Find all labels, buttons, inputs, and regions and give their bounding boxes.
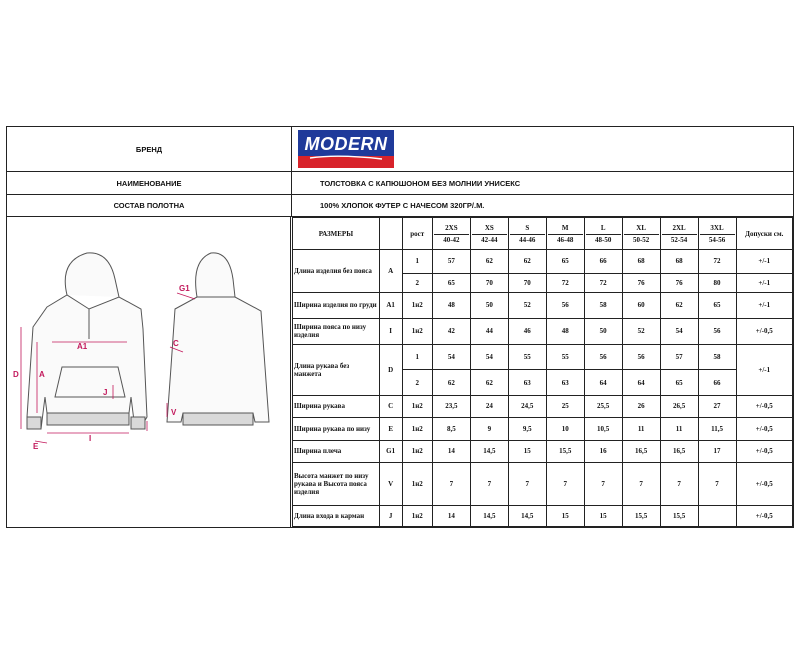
cell-value: 25 bbox=[546, 396, 584, 417]
row-tolerance: +/-1 bbox=[736, 250, 792, 274]
cell-value: 17 bbox=[698, 441, 736, 462]
cell-value: 7 bbox=[622, 462, 660, 505]
cell-value: 60 bbox=[622, 293, 660, 319]
cell-value: 7 bbox=[546, 462, 584, 505]
cell-value: 15,5 bbox=[622, 505, 660, 527]
cell-value: 65 bbox=[660, 370, 698, 396]
cell-value: 15 bbox=[584, 505, 622, 527]
cell-value: 11 bbox=[660, 417, 698, 441]
cell-value: 56 bbox=[698, 318, 736, 344]
cell-value: 50 bbox=[584, 318, 622, 344]
cell-value: 23,5 bbox=[432, 396, 470, 417]
cell-value: 7 bbox=[584, 462, 622, 505]
cell-value: 64 bbox=[622, 370, 660, 396]
size-chart-sheet bbox=[6, 126, 794, 528]
cell-value: 25,5 bbox=[584, 396, 622, 417]
cell-value: 9,5 bbox=[508, 417, 546, 441]
cell-value: 52 bbox=[508, 293, 546, 319]
size-header: 3XL 54-56 bbox=[698, 218, 736, 250]
cell-value: 57 bbox=[432, 250, 470, 274]
cell-value: 58 bbox=[584, 293, 622, 319]
table-row bbox=[293, 505, 793, 527]
row-tolerance: +/-0,5 bbox=[736, 462, 792, 505]
table-header-row bbox=[293, 218, 793, 250]
cell-value: 7 bbox=[470, 462, 508, 505]
cell-value: 9 bbox=[470, 417, 508, 441]
cell-value: 62 bbox=[470, 250, 508, 274]
row-name: Ширина рукава bbox=[293, 396, 380, 417]
size-header: XS 42-44 bbox=[470, 218, 508, 250]
row-tolerance: +/-1 bbox=[736, 344, 792, 396]
cell-value: 27 bbox=[698, 396, 736, 417]
row-name: Длина входа в карман bbox=[293, 505, 380, 527]
size-header: S 44-46 bbox=[508, 218, 546, 250]
cell-value: 66 bbox=[698, 370, 736, 396]
table-row bbox=[293, 318, 793, 344]
cell-value: 55 bbox=[508, 344, 546, 370]
row-tolerance: +/-0,5 bbox=[736, 441, 792, 462]
cell-value: 24 bbox=[470, 396, 508, 417]
cell-value: 14 bbox=[432, 505, 470, 527]
row-tolerance: +/-0,5 bbox=[736, 417, 792, 441]
size-header: M 46-48 bbox=[546, 218, 584, 250]
cell-value: 56 bbox=[546, 293, 584, 319]
cell-value: 11 bbox=[622, 417, 660, 441]
cell-value: 68 bbox=[660, 250, 698, 274]
cell-value: 15 bbox=[546, 505, 584, 527]
label-G1: G1 bbox=[179, 284, 190, 293]
cell-value: 54 bbox=[470, 344, 508, 370]
cell-value: 7 bbox=[508, 462, 546, 505]
cell-value: 8,5 bbox=[432, 417, 470, 441]
row-tolerance: +/-0,5 bbox=[736, 318, 792, 344]
label-V: V bbox=[171, 408, 177, 417]
product-name-label: НАИМЕНОВАНИЕ bbox=[7, 172, 292, 194]
row-code: I bbox=[379, 318, 402, 344]
label-I: I bbox=[89, 434, 92, 443]
row-height: 1н2 bbox=[402, 505, 432, 527]
cell-value: 72 bbox=[698, 250, 736, 274]
label-D: D bbox=[13, 370, 19, 379]
cell-value: 62 bbox=[660, 293, 698, 319]
row-code: G1 bbox=[379, 441, 402, 462]
cell-value: 63 bbox=[508, 370, 546, 396]
cell-value: 54 bbox=[660, 318, 698, 344]
cell-value: 80 bbox=[698, 273, 736, 292]
hoodie-sketch bbox=[7, 217, 290, 527]
brand-logo bbox=[298, 130, 394, 168]
cell-value: 68 bbox=[622, 250, 660, 274]
cell-value: 48 bbox=[432, 293, 470, 319]
row-name: Высота манжет по низу рукава и Высота пояса изделия bbox=[293, 462, 380, 505]
row-height: 2 bbox=[402, 370, 432, 396]
size-table bbox=[292, 217, 793, 527]
cell-value: 7 bbox=[432, 462, 470, 505]
cell-value: 65 bbox=[546, 250, 584, 274]
row-code: J bbox=[379, 505, 402, 527]
size-header: 2XL 52-54 bbox=[660, 218, 698, 250]
row-height: 1н2 bbox=[402, 417, 432, 441]
row-name: Длина рукава без манжета bbox=[293, 344, 380, 396]
cell-value: 14 bbox=[432, 441, 470, 462]
size-header: XL 50-52 bbox=[622, 218, 660, 250]
header-height: рост bbox=[402, 218, 432, 250]
row-tolerance: +/-1 bbox=[736, 273, 792, 292]
row-tolerance: +/-1 bbox=[736, 293, 792, 319]
cell-value: 64 bbox=[584, 370, 622, 396]
row-height: 1н2 bbox=[402, 318, 432, 344]
row-code: D bbox=[379, 344, 402, 396]
cell-value: 76 bbox=[622, 273, 660, 292]
cell-value: 62 bbox=[508, 250, 546, 274]
table-row bbox=[293, 441, 793, 462]
header-sizes: РАЗМЕРЫ bbox=[293, 218, 380, 250]
cell-value: 66 bbox=[584, 250, 622, 274]
row-name: Длина изделия без пояса bbox=[293, 250, 380, 293]
row-height: 1н2 bbox=[402, 293, 432, 319]
row-code: E bbox=[379, 417, 402, 441]
brand-label: БРЕНД bbox=[7, 127, 292, 171]
cell-value: 16 bbox=[584, 441, 622, 462]
cell-value: 44 bbox=[470, 318, 508, 344]
row-height: 1н2 bbox=[402, 441, 432, 462]
table-row bbox=[293, 344, 793, 370]
cell-value: 76 bbox=[660, 273, 698, 292]
fabric-label: СОСТАВ ПОЛОТНА bbox=[7, 195, 292, 216]
cell-value: 72 bbox=[584, 273, 622, 292]
cell-value: 54 bbox=[432, 344, 470, 370]
cell-value: 48 bbox=[546, 318, 584, 344]
row-tolerance: +/-0,5 bbox=[736, 505, 792, 527]
cell-value: 26,5 bbox=[660, 396, 698, 417]
brand-row bbox=[7, 127, 793, 172]
cell-value: 62 bbox=[432, 370, 470, 396]
cell-value bbox=[698, 505, 736, 527]
cell-value: 57 bbox=[660, 344, 698, 370]
logo-text: MODERN bbox=[304, 134, 388, 154]
label-A: A bbox=[39, 370, 45, 379]
cell-value: 11,5 bbox=[698, 417, 736, 441]
label-C: C bbox=[173, 339, 179, 348]
cell-value: 72 bbox=[546, 273, 584, 292]
size-header: L 48-50 bbox=[584, 218, 622, 250]
cell-value: 50 bbox=[470, 293, 508, 319]
cell-value: 15 bbox=[508, 441, 546, 462]
cell-value: 14,5 bbox=[508, 505, 546, 527]
cell-value: 70 bbox=[508, 273, 546, 292]
row-height: 1н2 bbox=[402, 396, 432, 417]
row-name: Ширина плеча bbox=[293, 441, 380, 462]
cell-value: 24,5 bbox=[508, 396, 546, 417]
cell-value: 14,5 bbox=[470, 441, 508, 462]
cell-value: 15,5 bbox=[660, 505, 698, 527]
product-name-value: ТОЛСТОВКА С КАПЮШОНОМ БЕЗ МОЛНИИ УНИСЕКС bbox=[320, 178, 521, 188]
table-row bbox=[293, 293, 793, 319]
cell-value: 62 bbox=[470, 370, 508, 396]
table-row bbox=[293, 250, 793, 274]
table-row bbox=[293, 417, 793, 441]
table-row bbox=[293, 396, 793, 417]
row-name: Ширина изделия по груди bbox=[293, 293, 380, 319]
cell-value: 63 bbox=[546, 370, 584, 396]
product-name-row bbox=[7, 172, 793, 195]
fabric-value: 100% ХЛОПОК ФУТЕР С НАЧЕСОМ 320ГР/.М. bbox=[320, 201, 485, 210]
label-J: J bbox=[103, 388, 108, 397]
row-height: 1 bbox=[402, 344, 432, 370]
size-header: 2XS 40-42 bbox=[432, 218, 470, 250]
row-name: Ширина рукава по низу bbox=[293, 417, 380, 441]
label-A1: A1 bbox=[77, 342, 88, 351]
row-height: 1 bbox=[402, 250, 432, 274]
cell-value: 65 bbox=[432, 273, 470, 292]
cell-value: 26 bbox=[622, 396, 660, 417]
row-code: C bbox=[379, 396, 402, 417]
fabric-row bbox=[7, 195, 793, 217]
cell-value: 55 bbox=[546, 344, 584, 370]
cell-value: 46 bbox=[508, 318, 546, 344]
cell-value: 52 bbox=[622, 318, 660, 344]
cell-value: 10,5 bbox=[584, 417, 622, 441]
cell-value: 10 bbox=[546, 417, 584, 441]
cell-value: 58 bbox=[698, 344, 736, 370]
cell-value: 16,5 bbox=[660, 441, 698, 462]
label-E: E bbox=[33, 442, 39, 451]
row-tolerance: +/-0,5 bbox=[736, 396, 792, 417]
cell-value: 42 bbox=[432, 318, 470, 344]
cell-value: 7 bbox=[698, 462, 736, 505]
cell-value: 56 bbox=[622, 344, 660, 370]
row-name: Ширина пояса по низу изделия bbox=[293, 318, 380, 344]
row-code: A1 bbox=[379, 293, 402, 319]
cell-value: 16,5 bbox=[622, 441, 660, 462]
hoodie-technical-drawing bbox=[7, 217, 291, 527]
cell-value: 14,5 bbox=[470, 505, 508, 527]
cell-value: 56 bbox=[584, 344, 622, 370]
cell-value: 15,5 bbox=[546, 441, 584, 462]
table-row bbox=[293, 462, 793, 505]
row-code: A bbox=[379, 250, 402, 293]
cell-value: 70 bbox=[470, 273, 508, 292]
header-tolerance: Допуски см. bbox=[736, 218, 792, 250]
row-code: V bbox=[379, 462, 402, 505]
cell-value: 7 bbox=[660, 462, 698, 505]
row-height: 2 bbox=[402, 273, 432, 292]
row-height: 1н2 bbox=[402, 462, 432, 505]
cell-value: 65 bbox=[698, 293, 736, 319]
